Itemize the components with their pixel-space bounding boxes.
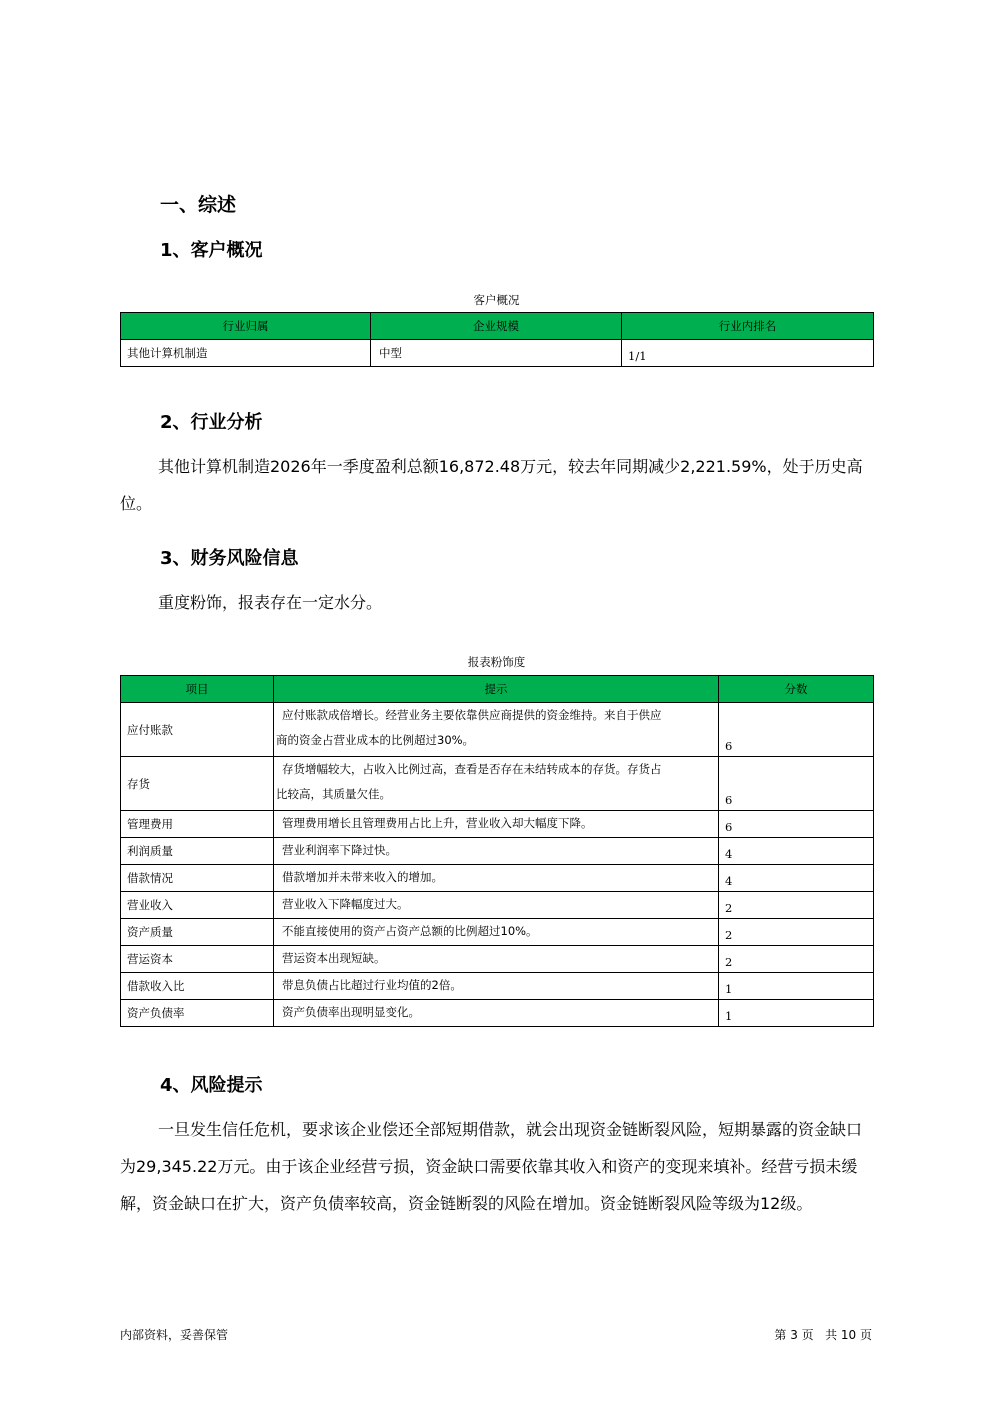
finance-tip-line: 带息负债占比超过行业均值的2倍。: [282, 978, 462, 992]
industry-paragraph: 其他计算机制造2026年一季度盈利总额16,872.48万元，较去年同期减少2,221.59%，处于历史高位。: [120, 457, 863, 513]
finance-tip: [274, 811, 719, 838]
finance-tip-line: 应付账款成倍增长。经营业务主要依靠供应商提供的资金维持。来自于供应: [282, 708, 662, 722]
industry-heading: 2、行业分析: [160, 412, 263, 433]
table-row: [121, 811, 874, 838]
finance-table: [120, 675, 874, 1027]
finance-item: 借款情况: [121, 865, 274, 892]
finance-score: 6: [719, 757, 874, 811]
finance-tip-line: 营业利润率下降过快。: [282, 843, 397, 857]
finance-table-caption: 报表粉饰度: [467, 655, 526, 669]
finance-tip: [274, 892, 719, 919]
finance-item: 资产负债率: [121, 1000, 274, 1027]
section-title: 一、综述: [160, 194, 237, 216]
finance-tip-line: 资产负债率出现明显变化。: [282, 1005, 420, 1019]
finance-item: 管理费用: [121, 811, 274, 838]
finance-item: 资产质量: [121, 919, 274, 946]
finance-heading: 3、财务风险信息: [160, 548, 299, 569]
finance-score: 4: [719, 865, 874, 892]
table-row: [121, 838, 874, 865]
finance-score: 4: [719, 838, 874, 865]
table-row: [121, 703, 874, 757]
customer-heading: 1、客户概况: [160, 240, 263, 261]
customer-table-caption: 客户概况: [473, 293, 520, 307]
finance-score: 1: [719, 1000, 874, 1027]
finance-score: 1: [719, 973, 874, 1000]
finance-item: 借款收入比: [121, 973, 274, 1000]
finance-tip: [274, 919, 719, 946]
table-row: [121, 919, 874, 946]
finance-score: 2: [719, 946, 874, 973]
table-row: [121, 757, 874, 811]
customer-rank-value: 1/1: [622, 340, 874, 367]
finance-item: 营业收入: [121, 892, 274, 919]
finance-tip: [274, 838, 719, 865]
finance-tip: [274, 703, 719, 757]
finance-header-tip: 提示: [274, 676, 719, 703]
customer-header-industry: 行业归属: [121, 313, 371, 340]
finance-tip: [274, 1000, 719, 1027]
finance-score: 2: [719, 919, 874, 946]
finance-score: 2: [719, 892, 874, 919]
finance-item: 存货: [121, 757, 274, 811]
finance-header-score: 分数: [719, 676, 874, 703]
finance-tip-line: 商的资金占营业成本的比例超过30%。: [276, 733, 475, 747]
finance-tip-line: 存货增幅较大，占收入比例过高，查看是否存在未结转成本的存货。存货占: [282, 762, 662, 776]
footer-page-number: 第 3 页 共 10 页: [774, 1328, 872, 1342]
finance-tip-line: 借款增加并未带来收入的增加。: [282, 870, 443, 884]
finance-paragraph: 重度粉饰，报表存在一定水分。: [158, 593, 383, 612]
finance-score: 6: [719, 703, 874, 757]
finance-score: 6: [719, 811, 874, 838]
finance-tip-line: 营业收入下降幅度过大。: [282, 897, 409, 911]
table-row: [121, 1000, 874, 1027]
table-row: [121, 973, 874, 1000]
finance-tip: [274, 757, 719, 811]
finance-tip-line: 不能直接使用的资产占资产总额的比例超过10%。: [282, 924, 538, 938]
risk-paragraph: 一旦发生信任危机，要求该企业偿还全部短期借款，就会出现资金链断裂风险，短期暴露的资金缺口为29,345.22万元。由于该企业经营亏损，资金缺口需要依靠其收入和资产的变现来填补。经营亏损未缓解，资金缺口在扩大，资产负债率较高，资金链断裂的风险在增加。资金链断裂风险等级为12级。: [120, 1120, 863, 1213]
finance-item: 营运资本: [121, 946, 274, 973]
table-row: [121, 865, 874, 892]
finance-tip: [274, 865, 719, 892]
finance-tip: [274, 973, 719, 1000]
customer-table: [120, 312, 874, 367]
finance-header-item: 项目: [121, 676, 274, 703]
risk-heading: 4、风险提示: [160, 1075, 263, 1096]
finance-tip-line: 管理费用增长且管理费用占比上升，营业收入却大幅度下降。: [282, 816, 593, 830]
finance-tip-line: 营运资本出现短缺。: [282, 951, 386, 965]
finance-tip: [274, 946, 719, 973]
customer-industry-value: 其他计算机制造: [121, 340, 371, 367]
table-row: [121, 946, 874, 973]
table-row: [121, 892, 874, 919]
finance-tip-line: 比较高，其质量欠佳。: [276, 787, 391, 801]
customer-header-scale: 企业规模: [371, 313, 622, 340]
footer-confidential: 内部资料，妥善保管: [120, 1328, 229, 1342]
finance-item: 应付账款: [121, 703, 274, 757]
finance-item: 利润质量: [121, 838, 274, 865]
customer-header-rank: 行业内排名: [622, 313, 874, 340]
customer-scale-value: 中型: [371, 340, 622, 367]
